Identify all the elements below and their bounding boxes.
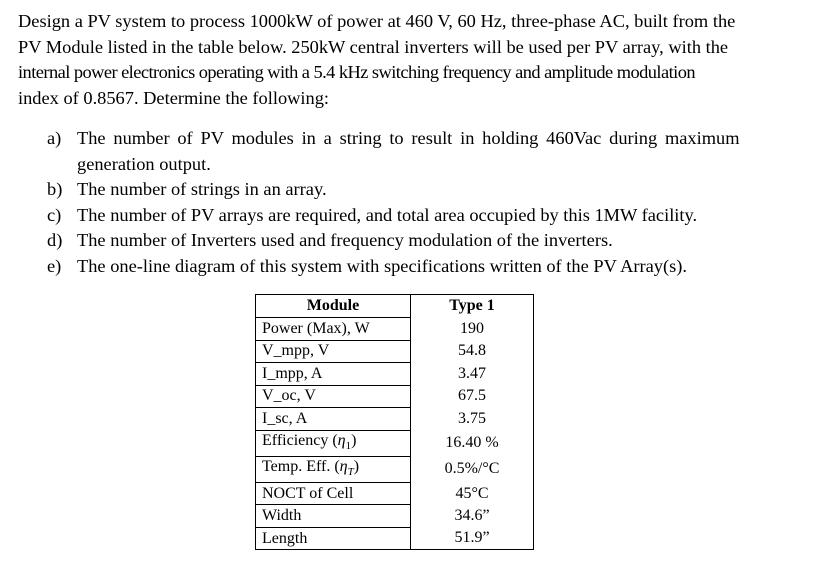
question-text: The number of PV modules in a string to result in holding 460Vac during maximum (77, 128, 740, 148)
question-item-d (47, 228, 787, 254)
row-value: 67.5 (411, 385, 534, 408)
question-item-c (47, 203, 787, 229)
module-spec-table (255, 294, 534, 550)
row-label: Width (256, 505, 411, 528)
row-value: 45°C (411, 482, 534, 505)
table-row (256, 385, 534, 408)
question-text: The number of strings in an array. (77, 179, 327, 199)
question-marker: b) (47, 179, 63, 199)
question-marker: a) (47, 128, 62, 148)
row-value: 3.75 (411, 408, 534, 431)
row-value: 34.6” (411, 505, 534, 528)
eta-subscript: T (347, 465, 354, 478)
row-value: 0.5%/°C (411, 456, 534, 482)
question-marker: e) (47, 255, 62, 276)
label-text: Efficiency ( (262, 431, 338, 449)
question-text: The one-line diagram of this system with specifications written of the PV Array(s). (77, 255, 687, 276)
table-header-row (256, 295, 534, 318)
row-value: 16.40 % (411, 430, 534, 456)
question-marker: c) (47, 204, 62, 225)
row-label: Length (256, 527, 411, 550)
question-text: The number of Inverters used and frequency modulation of the inverters. (77, 230, 613, 250)
problem-statement (18, 9, 818, 111)
row-value: 51.9” (411, 527, 534, 550)
table-row (256, 408, 534, 431)
eta-symbol: η (337, 431, 346, 449)
table-row (256, 456, 534, 482)
table-row (256, 505, 534, 528)
problem-line: index of 0.8567. Determine the following: (18, 87, 330, 108)
row-label: NOCT of Cell (256, 482, 411, 505)
row-label: I_sc, A (256, 408, 411, 431)
eta-subscript: 1 (345, 439, 352, 452)
question-list (47, 126, 787, 279)
row-value: 190 (411, 318, 534, 341)
table-row (256, 340, 534, 363)
question-text: generation output. (77, 153, 211, 174)
row-label (256, 456, 411, 482)
question-text: The number of PV arrays are required, and total area occupied by this 1MW facility. (77, 204, 698, 225)
table-row (256, 318, 534, 341)
label-suffix: ) (351, 431, 357, 449)
row-label: Power (Max), W (256, 318, 411, 341)
question-item-b (47, 177, 787, 203)
problem-line: PV Module listed in the table below. 250kW central inverters will be used per PV array, with the (18, 36, 729, 57)
question-item-a (47, 126, 787, 177)
header-module: Module (256, 295, 411, 318)
row-label: I_mpp, A (256, 363, 411, 386)
question-item-e (47, 254, 787, 280)
problem-line: internal power electronics operating with a 5.4 kHz switching frequency and amplitude modulation (18, 62, 695, 82)
header-type: Type 1 (411, 295, 534, 318)
question-marker: d) (47, 230, 63, 250)
row-label (256, 430, 411, 456)
eta-symbol: η (339, 457, 348, 475)
table-row (256, 527, 534, 550)
row-label: V_mpp, V (256, 340, 411, 363)
row-value: 54.8 (411, 340, 534, 363)
module-table-wrapper (255, 294, 534, 550)
table-row (256, 430, 534, 456)
problem-line: Design a PV system to process 1000kW of power at 460 V, 60 Hz, three-phase AC, built from the (18, 11, 736, 31)
row-value: 3.47 (411, 363, 534, 386)
row-label: V_oc, V (256, 385, 411, 408)
table-row (256, 363, 534, 386)
label-suffix: ) (353, 457, 360, 475)
table-row (256, 482, 534, 505)
label-text: Temp. Eff. ( (262, 457, 340, 475)
